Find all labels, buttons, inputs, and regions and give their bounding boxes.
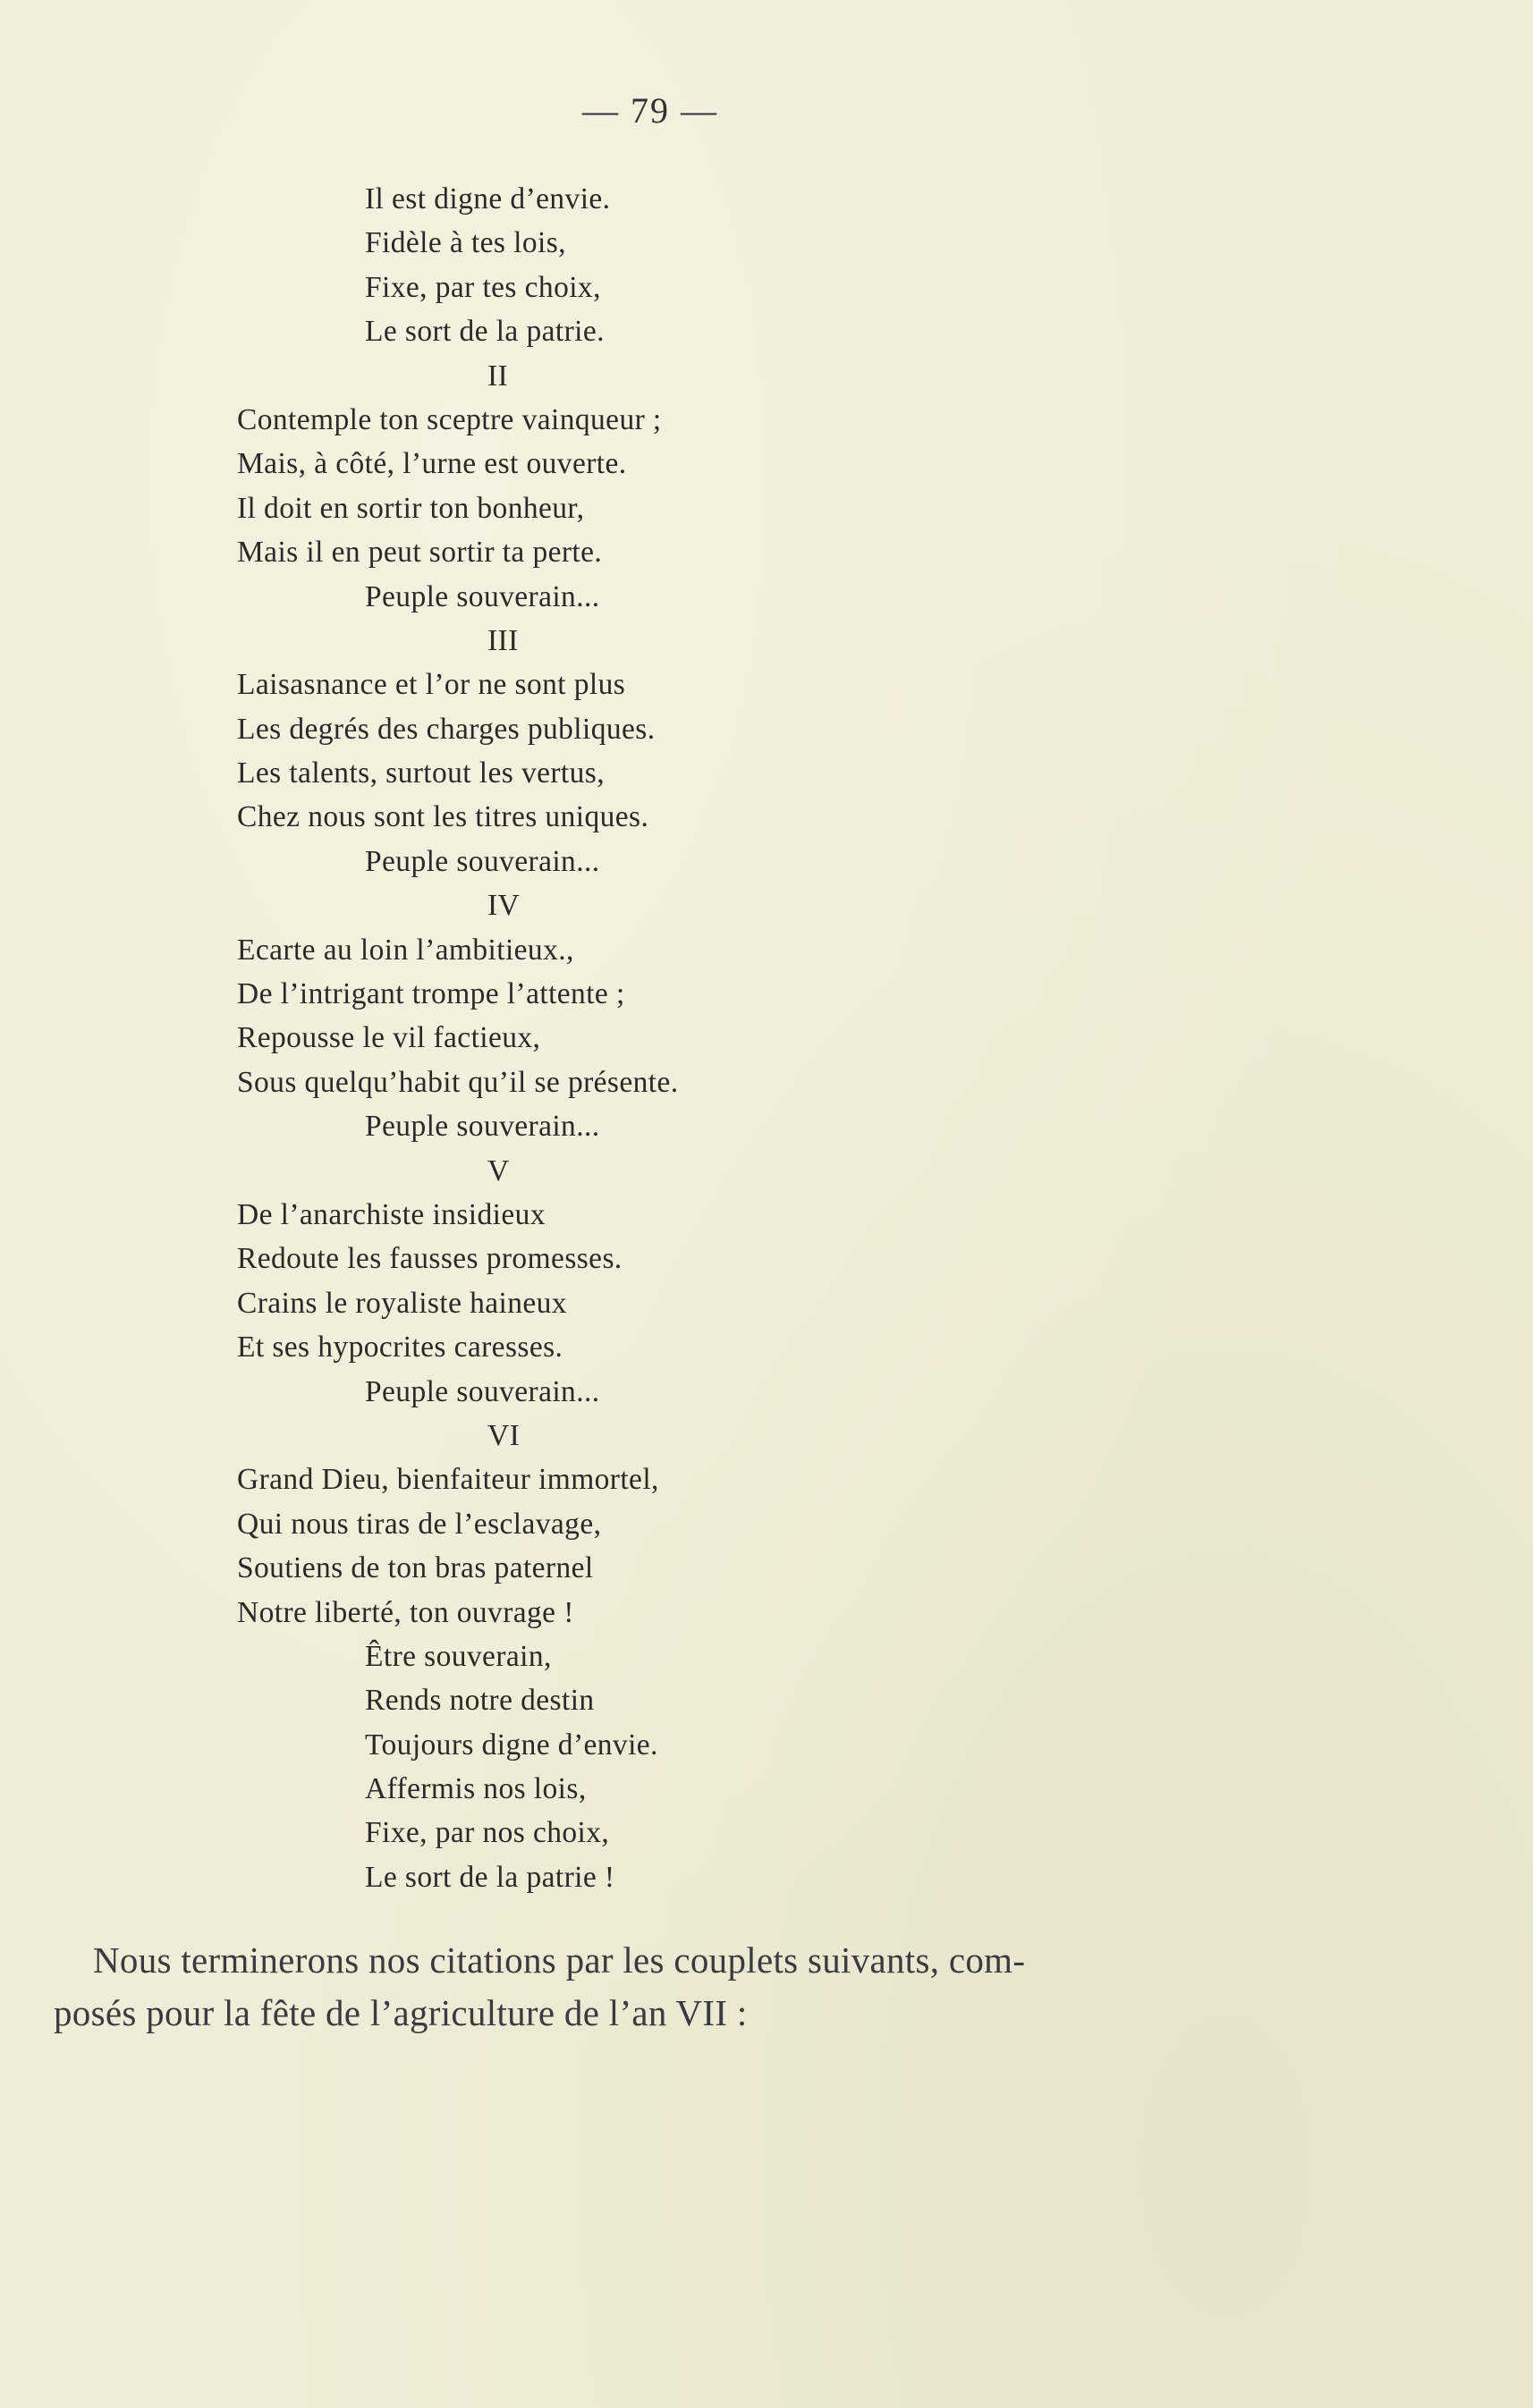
verse-line: Les talents, surtout les vertus, bbox=[237, 756, 606, 790]
refrain-line: Peuple souverain... bbox=[365, 1110, 600, 1144]
refrain-line: Être souverain, bbox=[365, 1639, 552, 1673]
refrain-line: Fixe, par tes choix, bbox=[365, 270, 601, 304]
verse-line: De l’anarchiste insidieux bbox=[237, 1197, 546, 1231]
stanza-number: V bbox=[487, 1153, 510, 1187]
verse-line: Les degrés des charges publiques. bbox=[237, 712, 656, 746]
verse-line: Repousse le vil factieux, bbox=[237, 1021, 541, 1055]
poem bbox=[237, 177, 679, 1899]
verse-line: Redoute les fausses promesses. bbox=[237, 1242, 623, 1276]
refrain-line: Peuple souverain... bbox=[365, 1374, 600, 1408]
closing-paragraph-line: Nous terminerons nos citations par les couplets suivants, com- bbox=[93, 1939, 1026, 1981]
refrain-line: Toujours digne d’envie. bbox=[365, 1728, 658, 1762]
closing-paragraph bbox=[54, 1934, 1243, 2040]
refrain-line: Fidèle à tes lois, bbox=[365, 226, 566, 260]
verse-line: Crains le royaliste haineux bbox=[237, 1286, 567, 1320]
verse-line: Ecarte au loin l’ambitieux., bbox=[237, 933, 574, 967]
verse-line: Il doit en sortir ton bonheur, bbox=[237, 491, 585, 525]
stanza-number: II bbox=[487, 359, 509, 393]
stanza-number: III bbox=[487, 623, 519, 657]
verse-line: Chez nous sont les titres uniques. bbox=[237, 800, 649, 834]
refrain-line: Il est digne d’envie. bbox=[365, 182, 611, 215]
page-number: — 79 — bbox=[582, 90, 718, 131]
verse-line: Et ses hypocrites caresses. bbox=[237, 1331, 563, 1365]
closing-paragraph-line: posés pour la fête de l’agriculture de l’an VII : bbox=[54, 1992, 748, 2033]
refrain-line: Peuple souverain... bbox=[365, 844, 600, 878]
verse-line: Mais il en peut sortir ta perte. bbox=[237, 536, 603, 570]
verse-line: Contemple ton sceptre vainqueur ; bbox=[237, 402, 662, 436]
refrain-line: Rends notre destin bbox=[365, 1684, 595, 1718]
stanza-number: IV bbox=[487, 889, 521, 923]
verse-line: Laisasnance et l’or ne sont plus bbox=[237, 668, 626, 702]
verse-line: Mais, à côté, l’urne est ouverte. bbox=[237, 447, 627, 481]
refrain-line: Le sort de la patrie ! bbox=[365, 1860, 615, 1894]
refrain-line: Le sort de la patrie. bbox=[365, 315, 605, 349]
verse-line: Soutiens de ton bras paternel bbox=[237, 1551, 594, 1585]
verse-line: Sous quelqu’habit qu’il se présente. bbox=[237, 1065, 679, 1099]
verse-line: De l’intrigant trompe l’attente ; bbox=[237, 977, 625, 1011]
stanza-number: VI bbox=[487, 1418, 521, 1452]
refrain-line: Affermis nos lois, bbox=[365, 1772, 587, 1806]
verse-line: Notre liberté, ton ouvrage ! bbox=[237, 1595, 574, 1629]
verse-line: Grand Dieu, bienfaiteur immortel, bbox=[237, 1463, 659, 1497]
refrain-line: Fixe, par nos choix, bbox=[365, 1816, 610, 1850]
verse-line: Qui nous tiras de l’esclavage, bbox=[237, 1507, 602, 1541]
refrain-line: Peuple souverain... bbox=[365, 579, 600, 613]
